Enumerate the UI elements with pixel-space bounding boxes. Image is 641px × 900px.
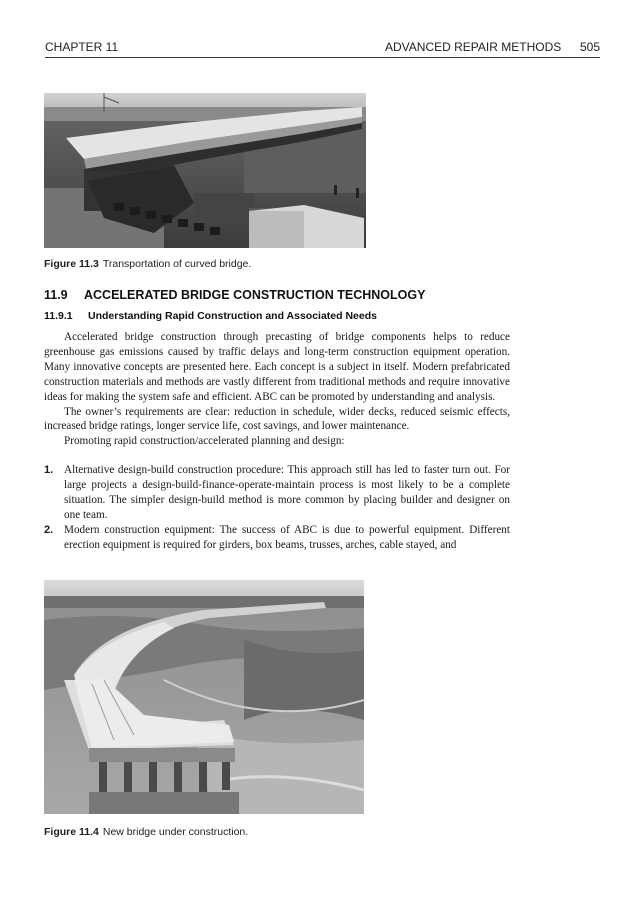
paragraph: Promoting rapid construction/accelerated planning and design: — [64, 435, 345, 448]
chapter-label: CHAPTER 11 — [45, 40, 119, 54]
section-number: 11.9 — [44, 288, 68, 302]
figure-11-3-caption — [44, 258, 251, 270]
caption-text: New bridge under construction. — [102, 826, 249, 838]
list-text: Alternative design-build construction procedure: This approach still has led to faster turn out. For large projects a design-build-finance-operate-maintain process is most likely to be a complete situation. The simpler design-build method is more common by placing builder and designer on one team. — [64, 464, 510, 521]
list-number: 2. — [44, 523, 54, 536]
list-number: 1. — [44, 464, 54, 476]
section-heading — [44, 288, 425, 302]
subsection-title: Understanding Rapid Construction and Associated Needs — [88, 310, 377, 322]
subsection-number: 11.9.1 — [44, 310, 73, 322]
section-title: ACCELERATED BRIDGE CONSTRUCTION TECHNOLOGY — [84, 288, 426, 302]
subsection-heading — [44, 310, 377, 322]
figure-11-4-photo — [44, 580, 364, 814]
list-item — [44, 523, 510, 553]
list-text: Modern construction equipment: The success of ABC is due to powerful equipment. Different erection equipment is required for girders, box beams, trusses, arches, cable stayed, and — [64, 523, 510, 551]
running-header — [45, 40, 600, 56]
paragraph: Accelerated bridge construction through precasting of bridge components helps to reduce greenhouse gas emissions caused by traffic delays and long-term construction equipment operation. Many innovative concepts are presented here. Each concept is a subject in itself. Modern prefabricated construction materials and methods are vastly different from traditional methods and require innovative ideas for making the system safe and efficient. ABC can be promoted by understanding and analysis. — [44, 331, 510, 403]
header-rule — [45, 57, 600, 58]
figure-label: Figure 11.3 — [44, 258, 99, 270]
list-item — [44, 463, 510, 523]
numbered-list — [44, 463, 510, 552]
paragraph: The owner’s requirements are clear: reduction in schedule, wider decks, reduced seismic effects, increased bridge ratings, longer service life, cost savings, and lower maintenance. — [44, 405, 510, 433]
figure-label: Figure 11.4 — [44, 826, 99, 838]
section-label: ADVANCED REPAIR METHODS — [385, 40, 562, 54]
page-number: 505 — [579, 40, 600, 54]
caption-text: Transportation of curved bridge. — [102, 258, 252, 270]
figure-11-4-caption — [44, 826, 248, 838]
figure-11-3-photo — [44, 93, 366, 248]
body-text — [44, 330, 510, 449]
